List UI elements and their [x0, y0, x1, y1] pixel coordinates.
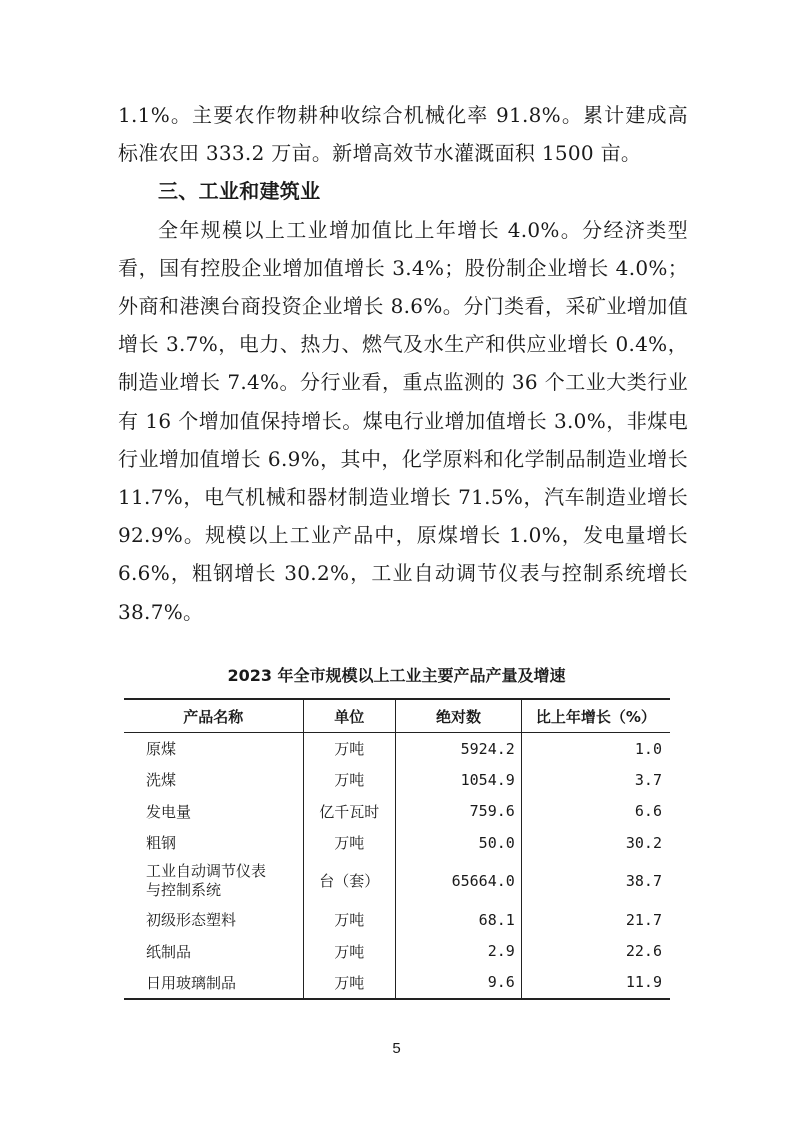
table-row: [124, 904, 670, 935]
cell-unit: 万吨: [303, 904, 396, 935]
cell-growth: 1.0: [521, 733, 670, 765]
paragraph-continuation: 1.1%。主要农作物耕种收综合机械化率 91.8%。累计建成高标准农田 333.2 万亩。新增高效节水灌溉面积 1500 亩。: [118, 103, 688, 166]
cell-growth: 3.7: [521, 764, 670, 795]
body-text: [118, 96, 688, 631]
table-row: [124, 967, 670, 999]
header-growth: 比上年增长（%）: [521, 699, 670, 733]
cell-growth: 22.6: [521, 935, 670, 966]
cell-growth: 21.7: [521, 904, 670, 935]
cell-growth: 6.6: [521, 796, 670, 827]
cell-product-name: 洗煤: [146, 771, 177, 790]
header-absolute: 绝对数: [396, 699, 522, 733]
product-name-line-1: 工业自动调节仪表: [146, 862, 267, 881]
cell-absolute: 1054.9: [396, 764, 522, 795]
table-row: [124, 796, 670, 827]
header-product-name: 产品名称: [124, 699, 303, 733]
table-row: [124, 935, 670, 966]
cell-unit: 万吨: [303, 827, 396, 858]
cell-absolute: 68.1: [396, 904, 522, 935]
table-row: [124, 827, 670, 858]
page-number: 5: [392, 1040, 401, 1057]
section-heading: 三、工业和建筑业: [158, 179, 321, 204]
cell-unit: 亿千瓦时: [303, 796, 396, 827]
cell-product-name: 粗钢: [146, 834, 177, 853]
paragraph-industry: 全年规模以上工业增加值比上年增长 4.0%。分经济类型看，国有控股企业增加值增长 3.4%；股份制企业增长 4.0%；外商和港澳台商投资企业增长 8.6%。分门类看，采矿业增加值增长 3.7%，电力、热力、燃气及水生产和供应业增长 0.4%，制造业增长 7.4%。分行业看，重点监测的 36 个工业大类行业有 16 个增加值保持增长。煤电行业增加值增长 3.0%，非煤电行业增加值增长 6.9%，其中，化学原料和化学制品制造业增长 11.7%，电气机械和器材制造业增长 71.5%，汽车制造业增长 92.9%。规模以上工业产品中，原煤增长 1.0%，发电量增长 6.6%，粗钢增长 30.2%，工业自动调节仪表与控制系统增长 38.7%。: [118, 217, 688, 624]
cell-product-name: [124, 858, 303, 904]
cell-product-name: 初级形态塑料: [146, 911, 237, 930]
table-row: [124, 858, 670, 904]
table-title: 2023 年全市规模以上工业主要产品产量及增速: [227, 666, 566, 685]
cell-product-name: 原煤: [146, 740, 177, 759]
cell-absolute: 5924.2: [396, 733, 522, 765]
cell-absolute: 2.9: [396, 935, 522, 966]
cell-growth: 38.7: [521, 858, 670, 904]
product-name-line-2: 与控制系统: [146, 881, 222, 900]
table-header-row: [124, 699, 670, 733]
table-row: [124, 733, 670, 765]
cell-absolute: 65664.0: [396, 858, 522, 904]
cell-growth: 30.2: [521, 827, 670, 858]
cell-product-name: 日用玻璃制品: [124, 967, 303, 999]
table-row: [124, 764, 670, 795]
cell-product-name: 发电量: [146, 802, 192, 821]
cell-unit: 台（套）: [303, 858, 396, 904]
product-output-table: [124, 698, 670, 1000]
cell-growth: 11.9: [521, 967, 670, 999]
cell-unit: 万吨: [303, 967, 396, 999]
cell-absolute: 50.0: [396, 827, 522, 858]
cell-unit: 万吨: [303, 733, 396, 765]
header-unit: 单位: [303, 699, 396, 733]
cell-product-name: 纸制品: [146, 942, 192, 961]
cell-unit: 万吨: [303, 764, 396, 795]
cell-absolute: 759.6: [396, 796, 522, 827]
cell-absolute: 9.6: [396, 967, 522, 999]
cell-unit: 万吨: [303, 935, 396, 966]
